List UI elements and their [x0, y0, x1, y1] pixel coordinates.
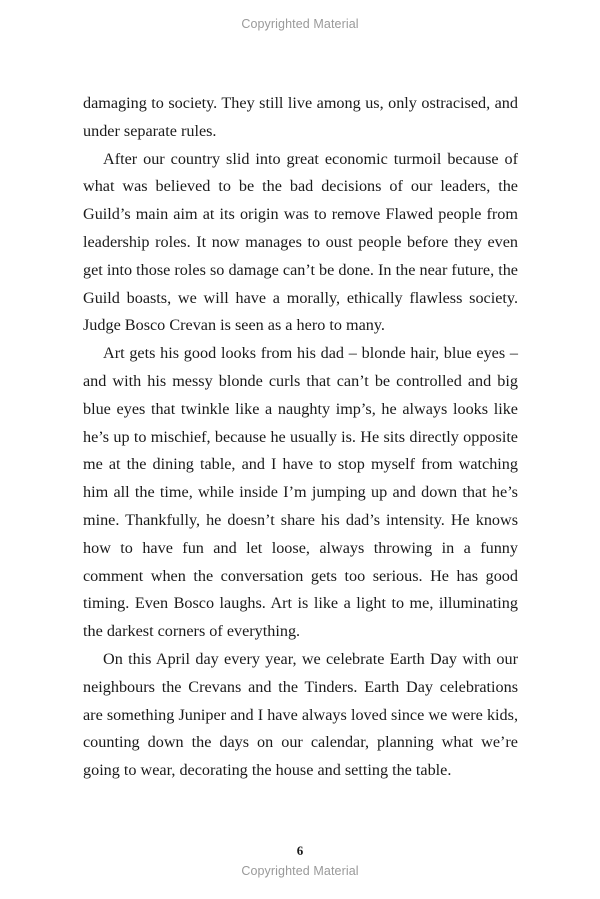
page-number: 6 — [296, 843, 304, 858]
copyright-watermark-top: Copyrighted Material — [241, 17, 359, 31]
copyright-watermark-bottom: Copyrighted Material — [241, 864, 359, 878]
paragraph-earth-day: On this April day every year, we celebrate Earth Day with our neighbours the Crevans and the Tinders. Earth Day celebrations are something Juniper and I have always loved since we were kids, counting down the days on our calendar, planning what we’re going to wear, decorating the house and setting the table. — [83, 649, 518, 780]
body-text — [83, 90, 518, 785]
paragraph-art: Art gets his good looks from his dad – blonde hair, blue eyes – and with his messy blonde curls that can’t be controlled and big blue eyes that twinkle like a naughty imp’s, he always looks like he’s up to mischief, because he usually is. He sits directly opposite me at the dining table, and I have to stop myself from watching him all the time, while inside I’m jumping up and down that he’s mine. Thankfully, he doesn’t share his dad’s intensity. He knows how to have fun and let loose, always throwing in a funny comment when the conversation gets too serious. He has good timing. Even Bosco laughs. Art is like a light to me, illuminating the darkest corners of everything. — [83, 344, 518, 641]
paragraph-guild: After our country slid into great economic turmoil because of what was believed to be the bad decisions of our leaders, the Guild’s main aim at its origin was to remove Flawed people from leadership roles. It now manages to oust people before they even get into those roles so damage can’t be done. In the near future, the Guild boasts, we will have a morally, ethically flawless society. Judge Bosco Crevan is seen as a hero to many. — [83, 149, 518, 335]
paragraph-continuation: damaging to society. They still live among us, only ostracised, and under separate rules. — [83, 94, 518, 140]
